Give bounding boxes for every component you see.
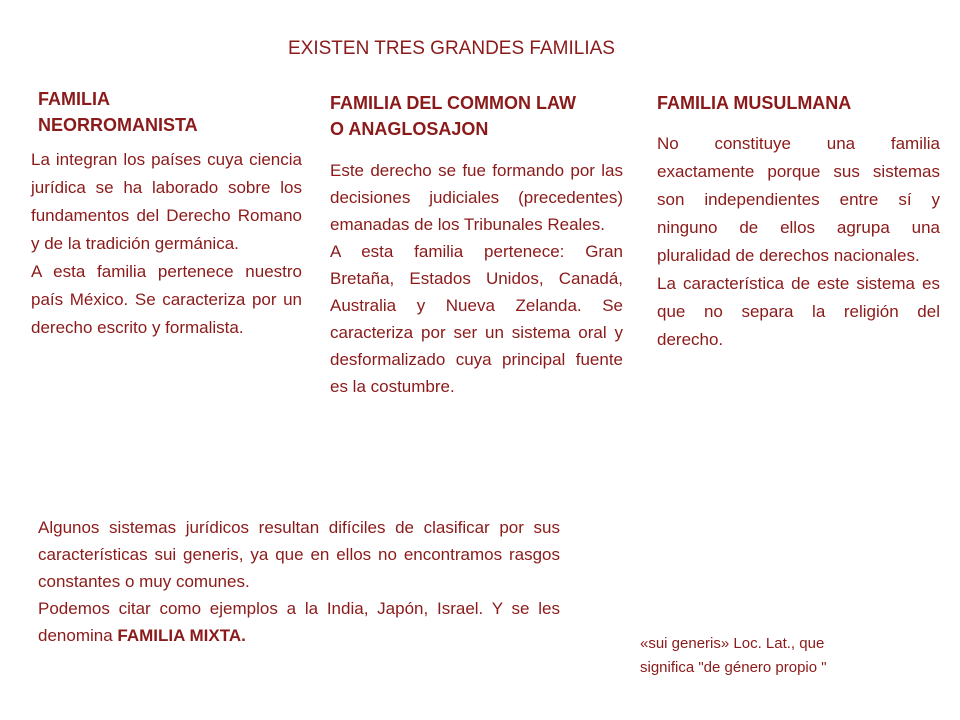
- musulmana-paragraph-2: La característica de este sistema es que no separa la religión del derecho.: [657, 274, 940, 349]
- heading-common-law-line2: O ANAGLOSAJON: [330, 119, 489, 139]
- text-familia-mixta: [38, 514, 560, 649]
- heading-neorromanista-line1: FAMILIA: [38, 89, 110, 109]
- text-neorromanista: [31, 146, 302, 342]
- musulmana-paragraph-1: No constituye una familia exactamente porque sus sistemas son independientes entre sí y ninguno de ellos agrupa una pluralidad de derechos nacionales.: [657, 134, 940, 265]
- page-title: EXISTEN TRES GRANDES FAMILIAS: [288, 38, 615, 59]
- mixta-paragraph-2: [38, 595, 560, 649]
- footnote-sui-generis: [640, 632, 940, 680]
- neorromanista-paragraph-2: A esta familia pertenece nuestro país México. Se caracteriza por un derecho escrito y formalista.: [31, 262, 302, 337]
- heading-neorromanista: [38, 86, 298, 138]
- heading-musulmana: FAMILIA MUSULMANA: [657, 93, 852, 113]
- familia-mixta-term: FAMILIA MIXTA.: [117, 626, 246, 645]
- common-law-paragraph-1: Este derecho se fue formando por las decisiones judiciales (precedentes) emanadas de los Tribunales Reales.: [330, 161, 623, 234]
- mixta-paragraph-1: Algunos sistemas jurídicos resultan difíciles de clasificar por sus características sui generis, ya que en ellos no encontramos rasgos constantes o muy comunes.: [38, 518, 560, 591]
- footnote-line-2: significa "de género propio ": [640, 659, 827, 676]
- heading-neorromanista-line2: NEORROMANISTA: [38, 115, 198, 135]
- heading-common-law-line1: FAMILIA DEL COMMON LAW: [330, 93, 576, 113]
- common-law-paragraph-2: A esta familia pertenece: Gran Bretaña, Estados Unidos, Canadá, Australia y Nueva Zelanda. Se caracteriza por ser un sistema oral y desformalizado cuya principal fuente es la costumbre.: [330, 242, 623, 396]
- heading-common-law: [330, 90, 630, 142]
- footnote-line-1: «sui generis» Loc. Lat., que: [640, 635, 825, 652]
- text-common-law: [330, 157, 623, 400]
- neorromanista-paragraph-1: La integran los países cuya ciencia jurídica se ha laborado sobre los fundamentos del Derecho Romano y de la tradición germánica.: [31, 150, 302, 253]
- text-musulmana: [657, 130, 940, 354]
- mixta-paragraph-2-text: Podemos citar como ejemplos a la India, Japón, Israel. Y se les denomina: [38, 599, 560, 645]
